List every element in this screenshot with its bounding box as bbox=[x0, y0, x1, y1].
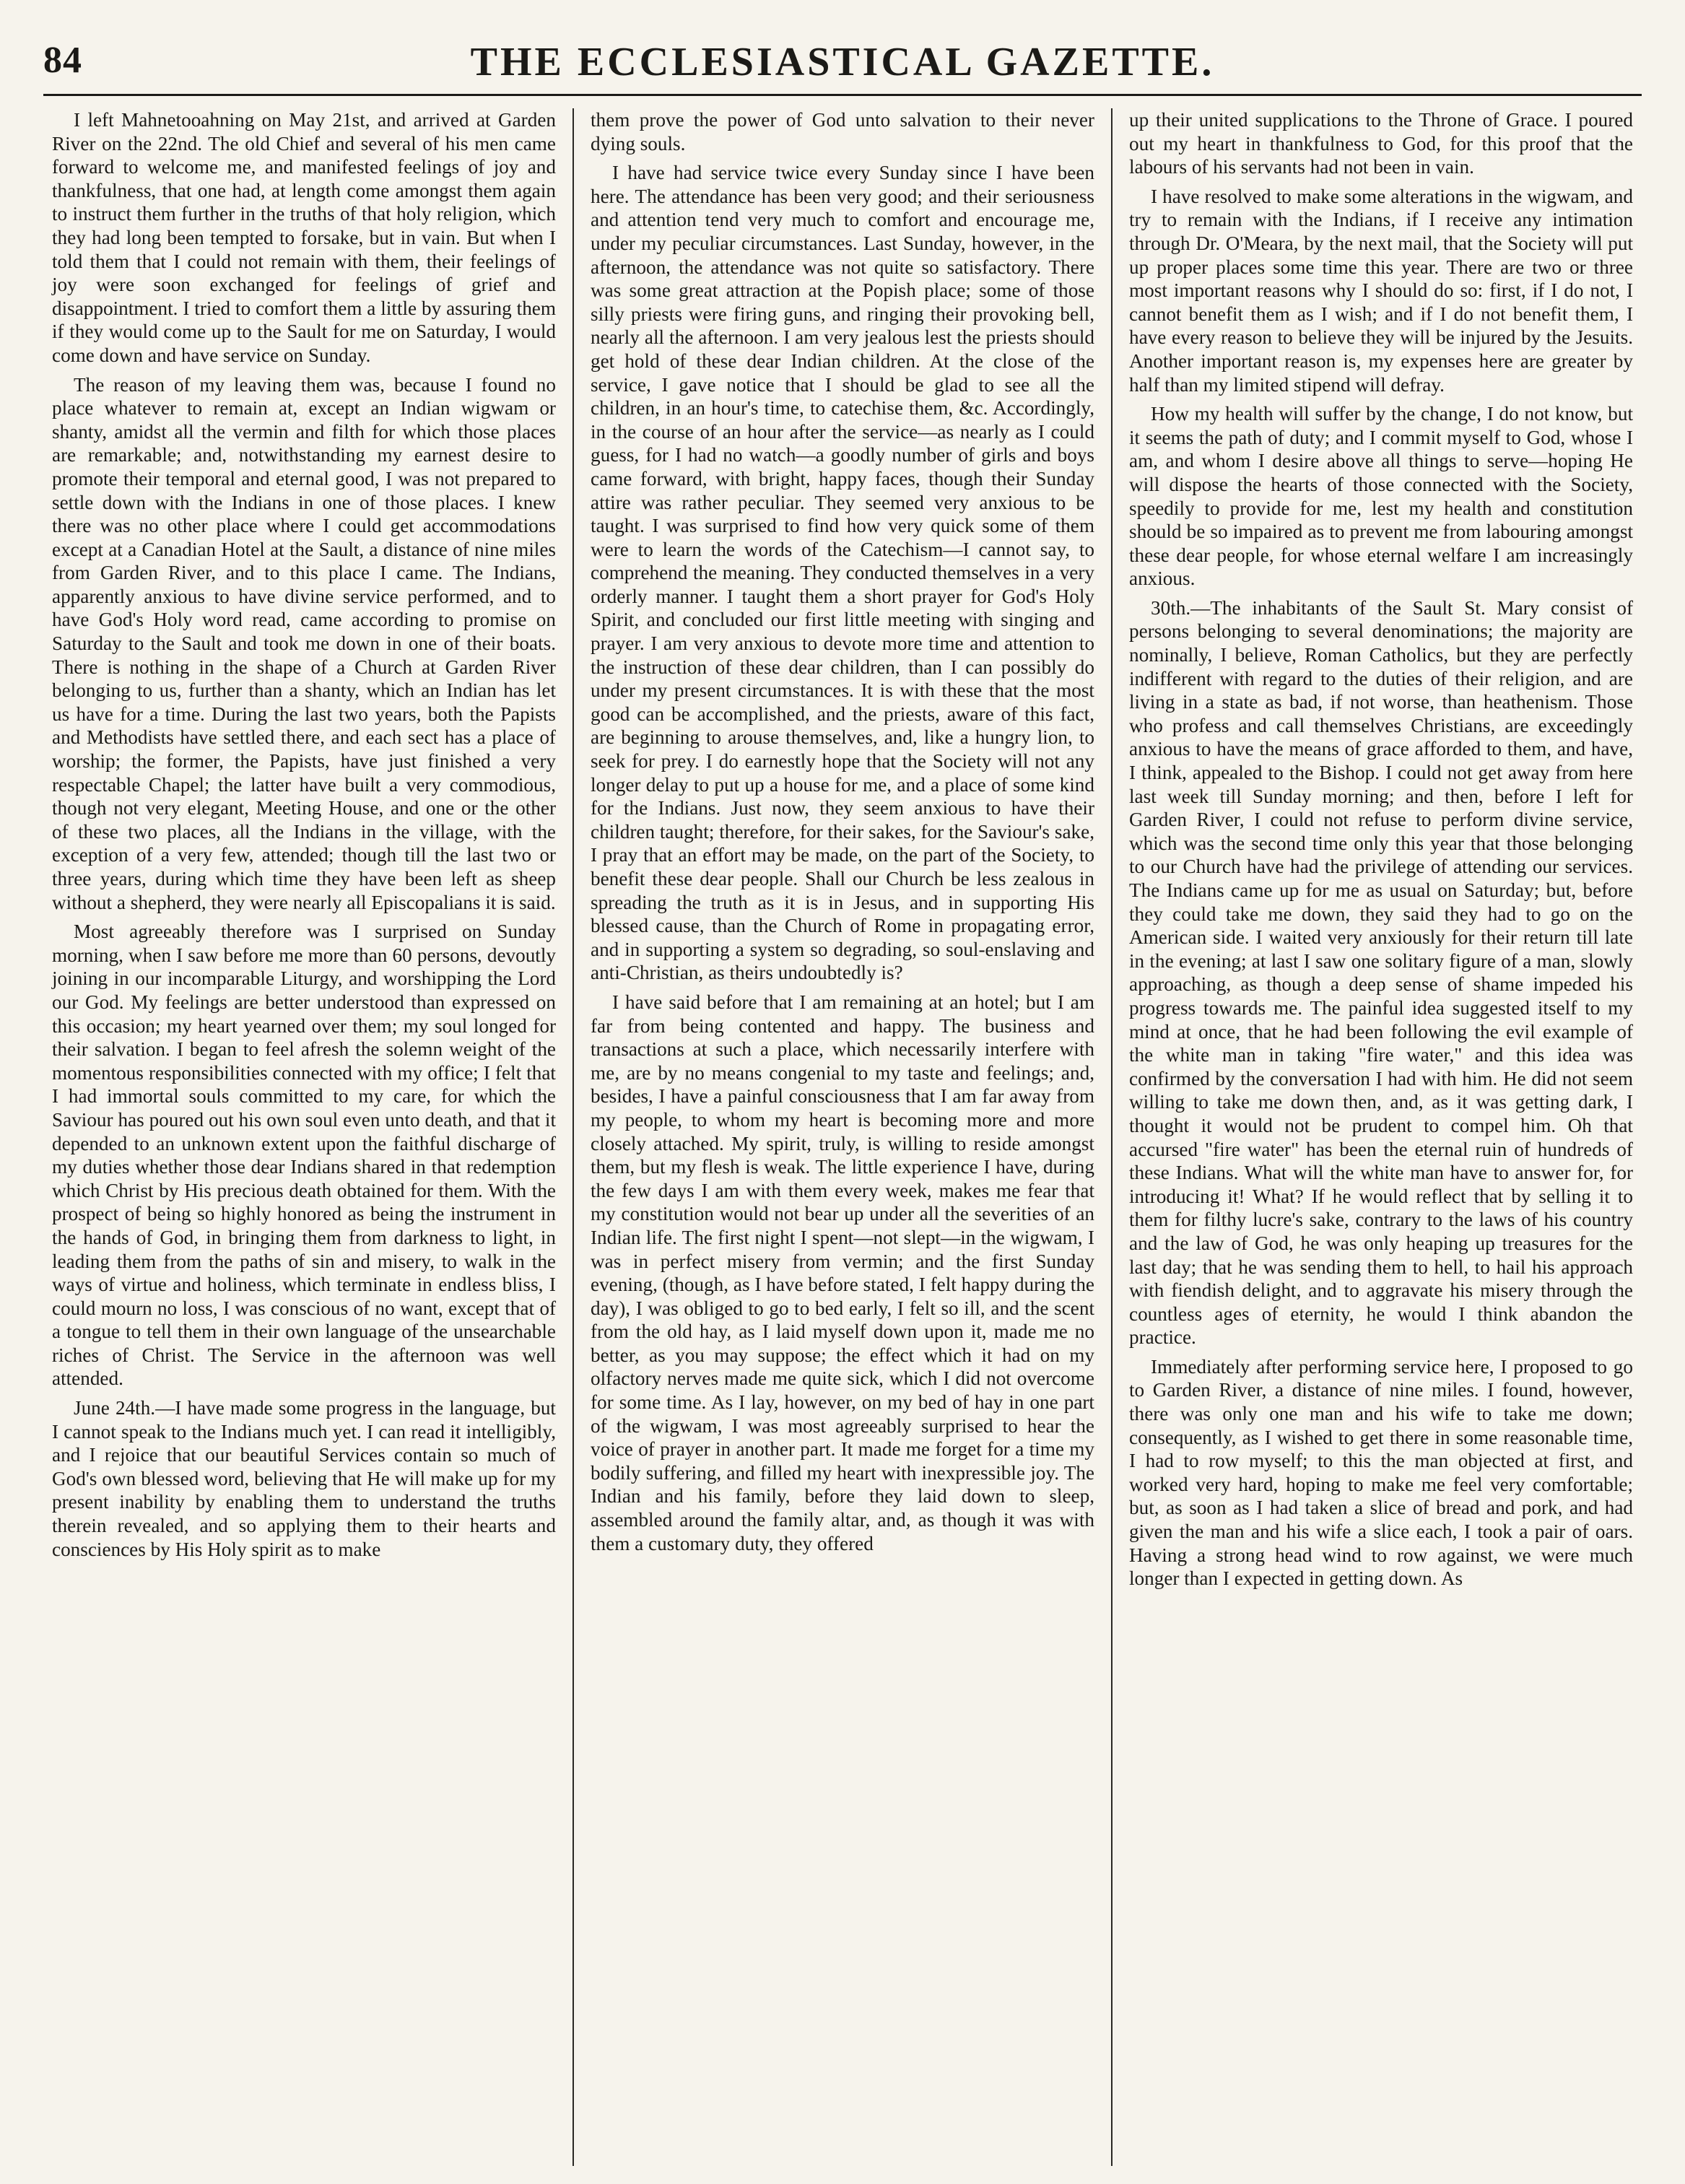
paragraph: I have said before that I am remaining at an hotel; but I am far from being contented and happy. The business and transactions at such a place, which necessarily interfere with me, are by no means congenial to my taste and feelings; and, besides, I have a painful consciousness that I am far away from my people, to whom my heart is becoming more and more closely attached. My spirit, truly, is willing to reside amongst them, but my flesh is weak. The little experience I have, during the few days I am with them every week, makes me fear that my constitution would not bear up under all the severities of an Indian life. The first night I spent—not slept—in the wigwam, I was in perfect misery from vermin; and the first Sunday evening, (though, as I have before stated, I felt happy during the day), I was obliged to go to bed early, I felt so ill, and the scent from the old hay, as I laid myself down upon it, made me no better, as you may suppose; the effect which it had on my olfactory nerves made me quite sick, which I did not overcome for some time. As I lay, however, on my bed of hay in one part of the wigwam, I was most agreeably surprised to hear the voice of prayer in another part. It made me forget for a time my bodily suffering, and filled my heart with inexpressible joy. The Indian and his family, before they laid down to sleep, assembled around the family altar, and, as though it was with them a customary duty, they offered bbox=[591, 991, 1094, 1554]
column-3 bbox=[1120, 108, 1642, 2166]
paragraph: Immediately after performing service here, I proposed to go to Garden River, a distance of nine miles. I found, however, there was only one man and his wife to take me down; consequently, as I wished to get there in some reasonable time, I had to row myself; to this the man objected at first, and worked very hard, hoping to make me feel very comfortable; but, as soon as I had taken a slice of bread and pork, and had given the man and his wife a slice each, I took a pair of oars. Having a strong head wind to row against, we were much longer than I expected in getting down. As bbox=[1129, 1355, 1633, 1590]
paragraph: 30th.—The inhabitants of the Sault St. Mary consist of persons belonging to several denominations; the majority are nominally, I believe, Roman Catholics, but they are perfectly indifferent with regard to the duties of their religion, and are living in a state as bad, if not worse, than heathenism. Those who profess and call themselves Christians, are exceedingly anxious to have the means of grace afforded to them, and have, I think, appealed to the Bishop. I could not get away from here last week till Sunday morning; and then, before I left for Garden River, I could not refuse to perform divine service, which was the second time only this year that those belonging to our Church have had the privilege of attending our services. The Indians came up for me as usual on Saturday; but, before they could take me down, they said they had to go on the American side. I waited very anxiously for their return till late in the evening; at last I saw one solitary figure of a man, slowly approaching, as though a deep sense of shame impeded his progress towards me. The painful idea suggested itself to my mind at once, that he had been following the evil example of the white man in taking "fire water," and this idea was confirmed by the conversation I had with him. He did not seem willing to take me down then, and, as it was getting dark, I thought it would not be prudent to compel him. Oh that accursed "fire water" has been the eternal ruin of hundreds of these Indians. What will the white man have to answer for, for introducing it! What? If he would reflect that by selling it to them for filthy lucre's sake, contrary to the laws of his country and the law of God, he was only heaping up treasures for the last day; that he was sending them to hell, to hail his approach with fiendish delight, and to aggravate his misery through the countless ages of eternity, he would I think abandon the practice. bbox=[1129, 596, 1633, 1349]
article-columns bbox=[43, 108, 1642, 2166]
paragraph: Most agreeably therefore was I surprised on Sunday morning, when I saw before me more than 60 persons, devoutly joining in our incomparable Liturgy, and worshipping the Lord our God. My feelings are better understood than expressed on this occasion; my heart yearned over them; my soul longed for their salvation. I began to feel afresh the solemn weight of the momentous responsibilities connected with my office; I felt that I had immortal souls committed to my care, for which the Saviour has poured out his own soul even unto death, and that it depended to an unknown extent upon the faithful discharge of my duties whether those dear Indians shared in that redemption which Christ by His precious death obtained for them. With the prospect of being so highly honored as being the instrument in the hands of God, in bringing them from darkness to light, in leading them from the paths of sin and misery, to walk in the ways of virtue and holiness, which terminate in endless bliss, I could mourn no loss, I was conscious of no want, except that of a tongue to tell them in their own language of the unsearchable riches of Christ. The Service in the afternoon was well attended. bbox=[52, 921, 556, 1390]
paragraph: them prove the power of God unto salvation to their never dying souls. bbox=[591, 109, 1094, 155]
column-rule bbox=[1103, 108, 1120, 2166]
column-1 bbox=[43, 108, 565, 2166]
paragraph: up their united supplications to the Throne of Grace. I poured out my heart in thankfulness to God, for this proof that the labours of his servants had not been in vain. bbox=[1129, 109, 1633, 178]
paragraph: How my health will suffer by the change, I do not know, but it seems the path of duty; and I commit myself to God, whose I am, and whom I desire above all things to serve—hoping He will dispose the hearts of those connected with the Society, speedily to provide for me, lest my health and constitution should be so impaired as to prevent me from labouring amongst these dear people, for whose eternal welfare I am increasingly anxious. bbox=[1129, 403, 1633, 590]
paragraph: The reason of my leaving them was, because I found no place whatever to remain at, except an Indian wigwam or shanty, amidst all the vermin and filth for which those places are remarkable; and, notwithstanding my earnest desire to promote their temporal and eternal good, I was not prepared to settle down with the Indians in one of those places. I knew there was no other place where I could get accommodations except at a Canadian Hotel at the Sault, a distance of nine miles from Garden River, and to this place I came. The Indians, apparently anxious to have divine service performed, and to have God's Holy word read, came according to promise on Saturday to the Sault and took me down in one of their boats. There is nothing in the shape of a Church at Garden River belonging to us, further than a shanty, which an Indian has let us have for a time. During the last two years, both the Papists and Methodists have settled there, and each sect has a place of worship; the former, the Papists, have just finished a very respectable Chapel; the latter have built a very commodious, though not very elegant, Meeting House, and one or the other of these two places, all the Indians in the village, with the exception of a very few, attended; though till the last two or three years, during which time they have been left as sheep without a shepherd, they were nearly all Episcopalians it is said. bbox=[52, 373, 556, 913]
column-rule bbox=[565, 108, 582, 2166]
page-header bbox=[43, 29, 1642, 96]
masthead-title: THE ECCLESIASTICAL GAZETTE. bbox=[470, 40, 1215, 84]
paragraph: June 24th.—I have made some progress in the language, but I cannot speak to the Indians much yet. I can read it intelligibly, and I rejoice that our beautiful Services contain so much of God's own blessed word, believing that He will make up for my present inability by enabling them to understand the truths therein revealed, and so applying them to their hearts and consciences by His Holy spirit as to make bbox=[52, 1397, 556, 1560]
page-number: 84 bbox=[43, 40, 82, 81]
column-2 bbox=[582, 108, 1103, 2166]
paragraph: I have had service twice every Sunday since I have been here. The attendance has been very good; and their seriousness and attention tend very much to comfort and encourage me, under my peculiar circumstances. Last Sunday, however, in the afternoon, the attendance was not quite so satisfactory. There was some great attraction at the Popish place; some of those silly priests were firing guns, and ringing their provoking bell, nearly all the afternoon. I am very jealous lest the priests should get hold of these dear Indian children. At the close of the service, I gave notice that I should be glad to see all the children, in an hour's time, to catechise them, &c. Accordingly, in the course of an hour after the service—as nearly as I could guess, for I had no watch—a goodly number of girls and boys came forward, with bright, happy faces, though their Sunday attire was rather peculiar. They seemed very anxious to be taught. I was surprised to find how very quick some of them were to learn the words of the Catechism—I cannot say, to comprehend the meaning. They conducted themselves in a very orderly manner. I taught them a short prayer for God's Holy Spirit, and concluded our first little meeting with singing and prayer. I am very anxious to devote more time and attention to the instruction of these dear children, than I can possibly do under my present circumstances. It is with these that the most good can be accomplished, and the priests, aware of this fact, are beginning to arouse themselves, and, like a hungry lion, to seek for prey. I do earnestly hope that the Society will not any longer delay to put up a house for me, and a place of some kind for the Indians. Just now, they seem anxious to have their children taught; therefore, for their sakes, for the Saviour's sake, I pray that an effort may be made, on the part of the Society, to benefit these dear people. Shall our Church be less zealous in spreading the truth as it is in Jesus, and in supporting His blessed cause, than the Church of Rome in propagating error, and in supporting a system so degrading, so soul-enslaving and anti-Christian, as theirs undoubtedly is? bbox=[591, 162, 1094, 984]
paragraph: I have resolved to make some alterations in the wigwam, and try to remain with the Indians, if I receive any intimation through Dr. O'Meara, by the next mail, that the Society will put up proper places some time this year. There are two or three most important reasons why I should do so: first, if I do not, I cannot benefit them as I wish; and if I do not benefit them, I have every reason to believe they will be injured by the Jesuits. Another important reason is, my expenses here are greater by half than my limited stipend will defray. bbox=[1129, 185, 1633, 396]
paragraph: I left Mahnetooahning on May 21st, and arrived at Garden River on the 22nd. The old Chief and several of his men came forward to welcome me, and manifested feelings of joy and thankfulness, that one had, at length come amongst them again to instruct them further in the truths of that holy religion, which they had long been tempted to forsake, but in vain. But when I told them that I could not remain with them, their feelings of joy were soon exchanged for feelings of grief and disappointment. I tried to comfort them a little by assuring them if they would come up to the Sault for me on Saturday, I would come down and have service on Sunday. bbox=[52, 109, 556, 366]
